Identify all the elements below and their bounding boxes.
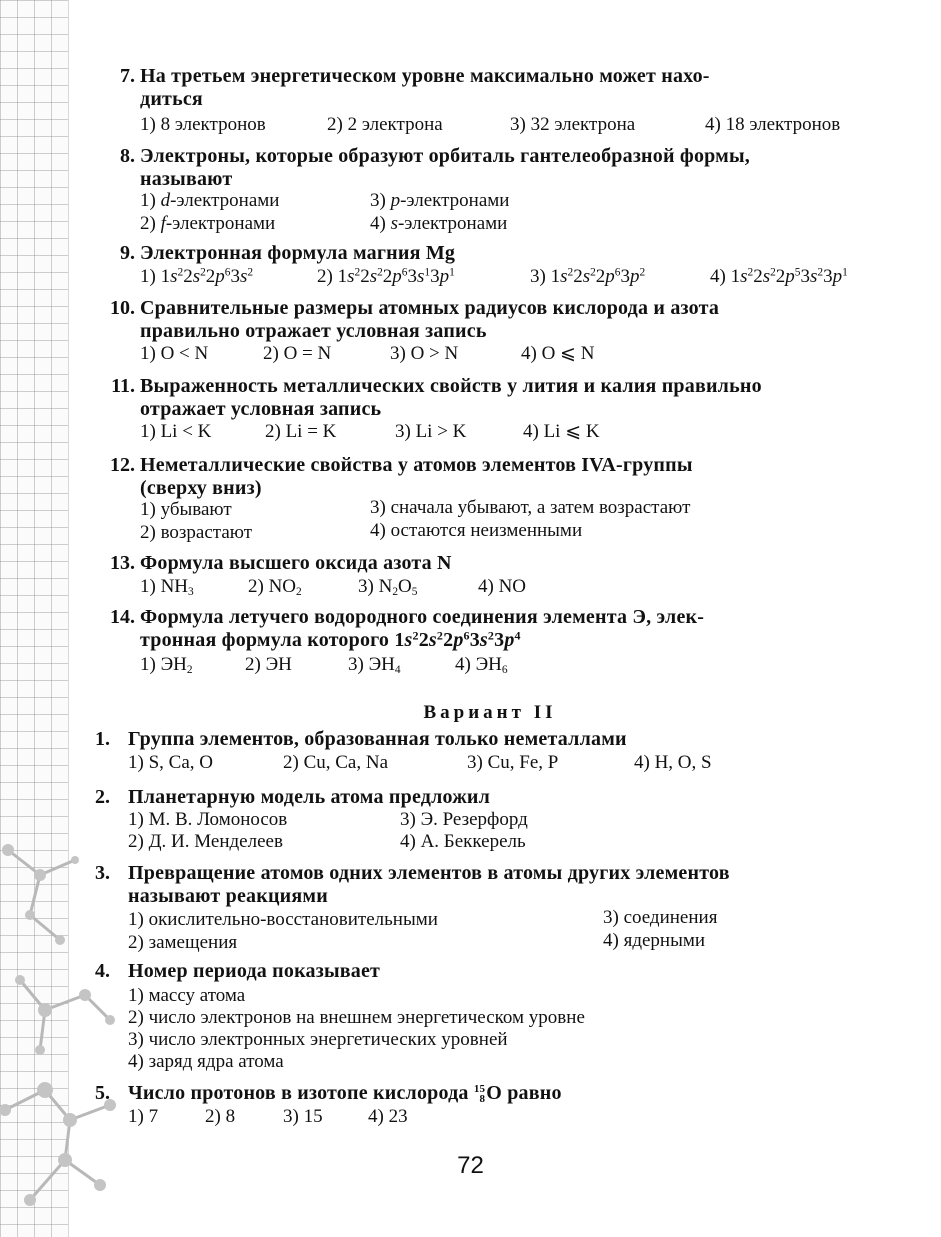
page-number: 72 (457, 1152, 484, 1179)
question-number: 12. (110, 454, 135, 476)
answer-option[interactable]: 2) ЭН (245, 654, 292, 675)
question-text: Формула высшего оксида азота N (140, 552, 452, 574)
answer-option[interactable]: 4) s-электронами (370, 213, 508, 234)
variant-heading: Вариант II (423, 702, 557, 723)
answer-option[interactable]: 3) число электронных энергетических уровней (128, 1029, 508, 1050)
answer-option[interactable]: 3) Cu, Fe, P (467, 752, 559, 773)
answer-option[interactable]: 4) 18 электронов (705, 114, 841, 135)
answer-option[interactable]: 1) $NH_3$ (140, 576, 194, 598)
question-text: Номер периода показывает (128, 960, 381, 982)
answer-option[interactable]: 3) $N_2O_5$ (358, 576, 418, 598)
answer-option[interactable]: 2) Д. И. Менделеев (128, 831, 283, 852)
question-number: 5. (95, 1082, 110, 1104)
answer-option[interactable]: 2) 2 электрона (327, 114, 443, 135)
question-text: Планетарную модель атома предложил (128, 786, 491, 808)
answer-option[interactable]: 2) $NO_2$ (248, 576, 302, 598)
answer-option[interactable]: 4) $1s^22s^22p^53s^23p^1$ (710, 266, 848, 287)
question-number: 9. (120, 242, 135, 264)
question-number: 14. (110, 606, 135, 628)
answer-option[interactable]: 1) d-электронами (140, 190, 280, 211)
answer-option[interactable]: 1) S, Ca, O (128, 752, 213, 773)
question-number: 7. (120, 65, 135, 87)
answer-option[interactable]: 4) $ЭН_6$ (455, 654, 508, 676)
answer-option[interactable]: 1) O < N (140, 343, 209, 364)
answer-option[interactable]: 1) окислительно-восстановительными (128, 909, 438, 930)
question-number: 10. (110, 297, 135, 319)
answer-option[interactable]: 3) сначала убывают, а затем возрастают (370, 497, 691, 518)
question-text: Электронная формула магния Mg (140, 242, 456, 264)
answer-option[interactable]: 1) $1s^22s^22p^63s^2$ (140, 266, 254, 287)
answer-option[interactable]: 4) ядерными (603, 930, 706, 951)
question-number: 13. (110, 552, 135, 574)
question-text: Формула летучего водородного соединения элемента Э, элек- тронная формула которого $1s^22s^22p^63s^23p^4$ (140, 606, 705, 651)
answer-option[interactable]: 4) H, O, S (634, 752, 712, 773)
answer-option[interactable]: 1) убывают (140, 499, 232, 520)
question-text: Группа элементов, образованная только неметаллами (128, 728, 627, 750)
answer-option[interactable]: 3) 32 электрона (510, 114, 636, 135)
question-text: Число протонов в изотопе кислорода 15 8O равно (128, 1082, 562, 1106)
answer-option[interactable]: 2) O = N (263, 343, 332, 364)
answer-option[interactable]: 4) А. Беккерель (400, 831, 526, 852)
answer-option[interactable]: 4) остаются неизменными (370, 520, 583, 541)
answer-option[interactable]: 2) возрастают (140, 522, 253, 543)
answer-option[interactable]: 1) Li < K (140, 421, 212, 442)
answer-option[interactable]: 4) O ⩽ N (521, 343, 595, 364)
question-text: На третьем энергетическом уровне максимально может нахо- диться (140, 65, 710, 110)
question-text: Неметаллические свойства у атомов элементов IVA-группы (сверху вниз) (140, 454, 693, 499)
answer-option[interactable]: 2) замещения (128, 932, 238, 953)
answer-option[interactable]: 1) 7 (128, 1106, 159, 1127)
answer-option[interactable]: 1) массу атома (128, 985, 246, 1006)
answer-option[interactable]: 4) заряд ядра атома (128, 1051, 284, 1072)
question-number: 11. (111, 375, 135, 397)
answer-option[interactable]: 2) число электронов на внешнем энергетическом уровне (128, 1007, 585, 1028)
answer-option[interactable]: 3) соединения (603, 907, 718, 928)
answer-option[interactable]: 4) Li ⩽ K (523, 421, 600, 442)
question-text: Сравнительные размеры атомных радиусов кислорода и азота правильно отражает условная запись (140, 297, 720, 342)
answer-option[interactable]: 2) $1s^22s^22p^63s^13p^1$ (317, 266, 455, 287)
answer-option[interactable]: 3) Li > K (395, 421, 467, 442)
answer-option[interactable]: 3) $ЭН_4$ (348, 654, 401, 676)
answer-option[interactable]: 3) O > N (390, 343, 459, 364)
answer-option[interactable]: 3) $1s^22s^22p^63p^2$ (530, 266, 646, 287)
question-number: 8. (120, 145, 135, 167)
answer-option[interactable]: 3) p-электронами (370, 190, 510, 211)
answer-option[interactable]: 1) М. В. Ломоносов (128, 809, 288, 830)
answer-option[interactable]: 1) 8 электронов (140, 114, 266, 135)
answer-option[interactable]: 2) 8 (205, 1106, 236, 1127)
answer-option[interactable]: 2) f-электронами (140, 213, 276, 234)
question-text: Электроны, которые образуют орбиталь гантелеобразной формы, называют (140, 145, 751, 190)
question-text: Превращение атомов одних элементов в атомы других элементов называют реакциями (128, 862, 730, 907)
answer-option[interactable]: 3) 15 (283, 1106, 323, 1127)
question-number: 3. (95, 862, 110, 884)
question-number: 2. (95, 786, 110, 808)
answer-option[interactable]: 1) $ЭН_2$ (140, 654, 193, 676)
answer-option[interactable]: 2) Li = K (265, 421, 337, 442)
question-number: 1. (95, 728, 110, 750)
question-text: Выраженность металлических свойств у лития и калия правильно отражает условная запись (140, 375, 762, 420)
answer-option[interactable]: 3) Э. Резерфорд (400, 809, 528, 830)
answer-option[interactable]: 4) NO (478, 576, 527, 597)
answer-option[interactable]: 2) Cu, Ca, Na (283, 752, 389, 773)
question-number: 4. (95, 960, 110, 982)
answer-option[interactable]: 4) 23 (368, 1106, 408, 1127)
